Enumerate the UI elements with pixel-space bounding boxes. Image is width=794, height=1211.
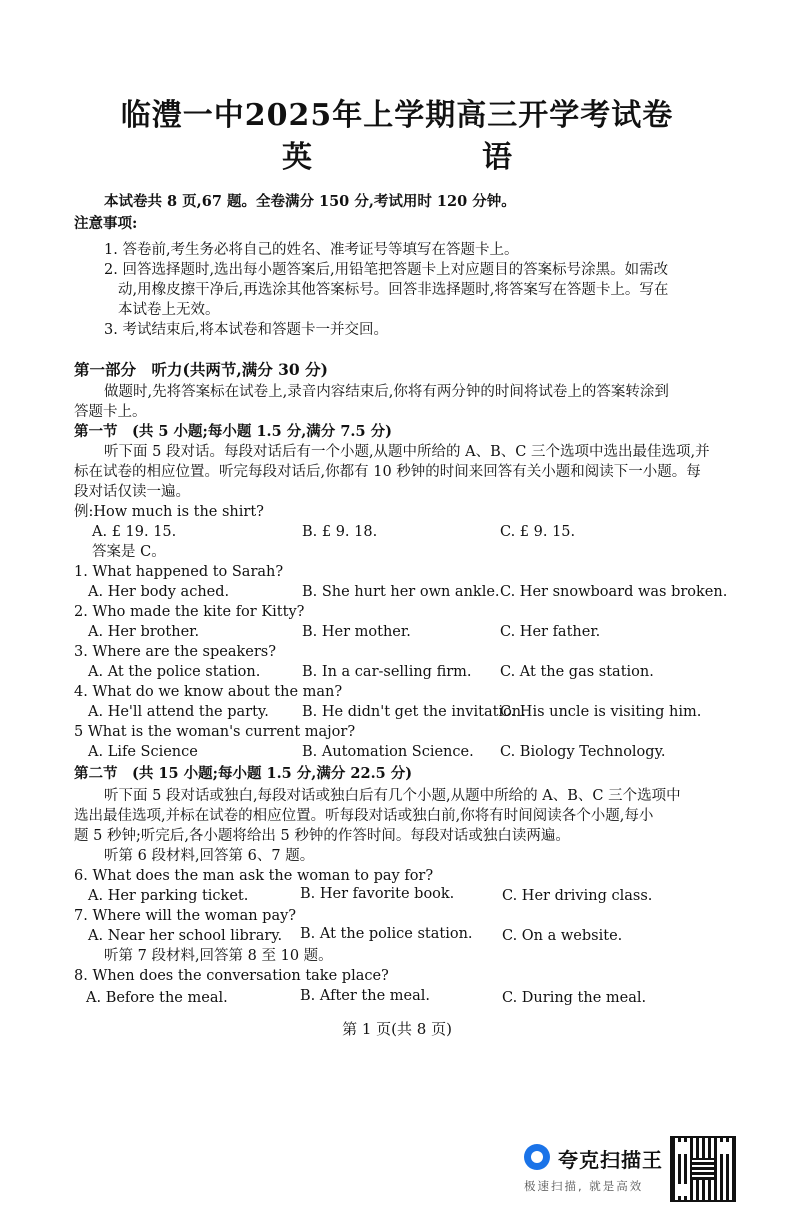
section1-desc-3: 段对话仅读一遍。	[74, 484, 190, 500]
part1-desc-cont: 答题卡上。	[74, 404, 147, 420]
q1-option-c: C. Her snowboard was broken.	[500, 584, 728, 600]
q5-option-b: B. Automation Science.	[302, 744, 474, 760]
section2-heading: 第二节 (共 15 小题;每小题 1.5 分,满分 22.5 分)	[74, 765, 413, 782]
part1-heading: 第一部分 听力(共两节,满分 30 分)	[74, 360, 328, 379]
question-2: 2. Who made the kite for Kitty?	[74, 604, 305, 620]
q3-option-b: B. In a car-selling firm.	[302, 664, 472, 680]
material-6-note: 听第 6 段材料,回答第 6、7 题。	[104, 848, 315, 864]
notice-2-cont2: 本试卷上无效。	[118, 302, 220, 318]
example-option-a: A. £ 19. 15.	[92, 524, 177, 540]
exam-title: 临澧一中2025年上学期高三开学考试卷	[120, 98, 674, 133]
q7-option-c: C. On a website.	[502, 928, 623, 944]
q4-option-c: C. His uncle is visiting him.	[500, 704, 702, 720]
question-4: 4. What do we know about the man?	[74, 684, 343, 700]
question-5: 5 What is the woman's current major?	[74, 724, 356, 740]
question-7: 7. Where will the woman pay?	[74, 908, 297, 924]
q4-option-b: B. He didn't get the invitation.	[302, 704, 526, 720]
question-6: 6. What does the man ask the woman to pay for?	[74, 868, 434, 884]
question-3: 3. Where are the speakers?	[74, 644, 276, 660]
subject-title: 英 语	[282, 140, 582, 175]
q8-option-b: B. After the meal.	[300, 988, 430, 1004]
notice-2: 2. 回答选择题时,选出每小题答案后,用铅笔把答题卡上对应题目的答案标号涂黑。如需改	[104, 262, 669, 278]
q6-option-a: A. Her parking ticket.	[88, 888, 249, 904]
example-option-c: C. £ 9. 15.	[500, 524, 576, 540]
q3-option-a: A. At the police station.	[88, 664, 261, 680]
q1-option-a: A. Her body ached.	[88, 584, 230, 600]
intro-text: 本试卷共 8 页,67 题。全卷满分 150 分,考试用时 120 分钟。	[104, 193, 516, 210]
notice-heading: 注意事项:	[74, 215, 138, 232]
q8-option-a: A. Before the meal.	[86, 990, 228, 1006]
scanner-watermark	[522, 1138, 672, 1198]
scanner-app-name: 夸克扫描王	[558, 1148, 663, 1172]
section2-desc-3: 题 5 秒钟;听完后,各小题将给出 5 秒钟的作答时间。每段对话或独白读两遍。	[74, 828, 570, 844]
material-7-note: 听第 7 段材料,回答第 8 至 10 题。	[104, 948, 333, 964]
q5-option-a: A. Life Science	[88, 744, 198, 760]
q6-option-c: C. Her driving class.	[502, 888, 653, 904]
example-answer: 答案是 C。	[92, 544, 166, 560]
q7-option-a: A. Near her school library.	[88, 928, 283, 944]
qr-code-icon	[670, 1136, 736, 1202]
question-8: 8. When does the conversation take place?	[74, 968, 389, 984]
q7-option-b: B. At the police station.	[300, 926, 473, 942]
q6-option-b: B. Her favorite book.	[300, 886, 455, 902]
part1-desc: 做题时,先将答案标在试卷上,录音内容结束后,你将有两分钟的时间将试卷上的答案转涂到	[104, 384, 669, 400]
question-1: 1. What happened to Sarah?	[74, 564, 284, 580]
q1-option-b: B. She hurt her own ankle.	[302, 584, 500, 600]
notice-1: 1. 答卷前,考生务必将自己的姓名、准考证号等填写在答题卡上。	[104, 242, 519, 258]
q2-option-b: B. Her mother.	[302, 624, 411, 640]
example-option-b: B. £ 9. 18.	[302, 524, 378, 540]
scanner-slogan: 极速扫描, 就是高效	[524, 1179, 644, 1193]
section1-desc-2: 标在试卷的相应位置。听完每段对话后,你都有 10 秒钟的时间来回答有关小题和阅读下一小题。每	[74, 464, 701, 480]
q4-option-a: A. He'll attend the party.	[88, 704, 269, 720]
q2-option-c: C. Her father.	[500, 624, 601, 640]
q8-option-c: C. During the meal.	[502, 990, 647, 1006]
page-footer: 第 1 页(共 8 页)	[342, 1020, 452, 1038]
section1-desc-1: 听下面 5 段对话。每段对话后有一个小题,从题中所给的 A、B、C 三个选项中选出最佳选项,并	[104, 444, 710, 460]
q3-option-c: C. At the gas station.	[500, 664, 654, 680]
q5-option-c: C. Biology Technology.	[500, 744, 666, 760]
notice-2-cont: 动,用橡皮擦干净后,再选涂其他答案标号。回答非选择题时,将答案写在答题卡上。写在	[118, 282, 669, 298]
section2-desc-2: 选出最佳选项,并标在试卷的相应位置。听每段对话或独白前,你将有时间阅读各个小题,每小	[74, 808, 654, 824]
section2-desc-1: 听下面 5 段对话或独白,每段对话或独白后有几个小题,从题中所给的 A、B、C 三个选项中	[104, 788, 681, 804]
notice-3: 3. 考试结束后,将本试卷和答题卡一并交回。	[104, 322, 389, 338]
example-question: 例:How much is the shirt?	[74, 504, 264, 520]
section1-heading: 第一节 (共 5 小题;每小题 1.5 分,满分 7.5 分)	[74, 423, 392, 440]
scanner-logo-icon	[524, 1144, 550, 1170]
q2-option-a: A. Her brother.	[88, 624, 200, 640]
